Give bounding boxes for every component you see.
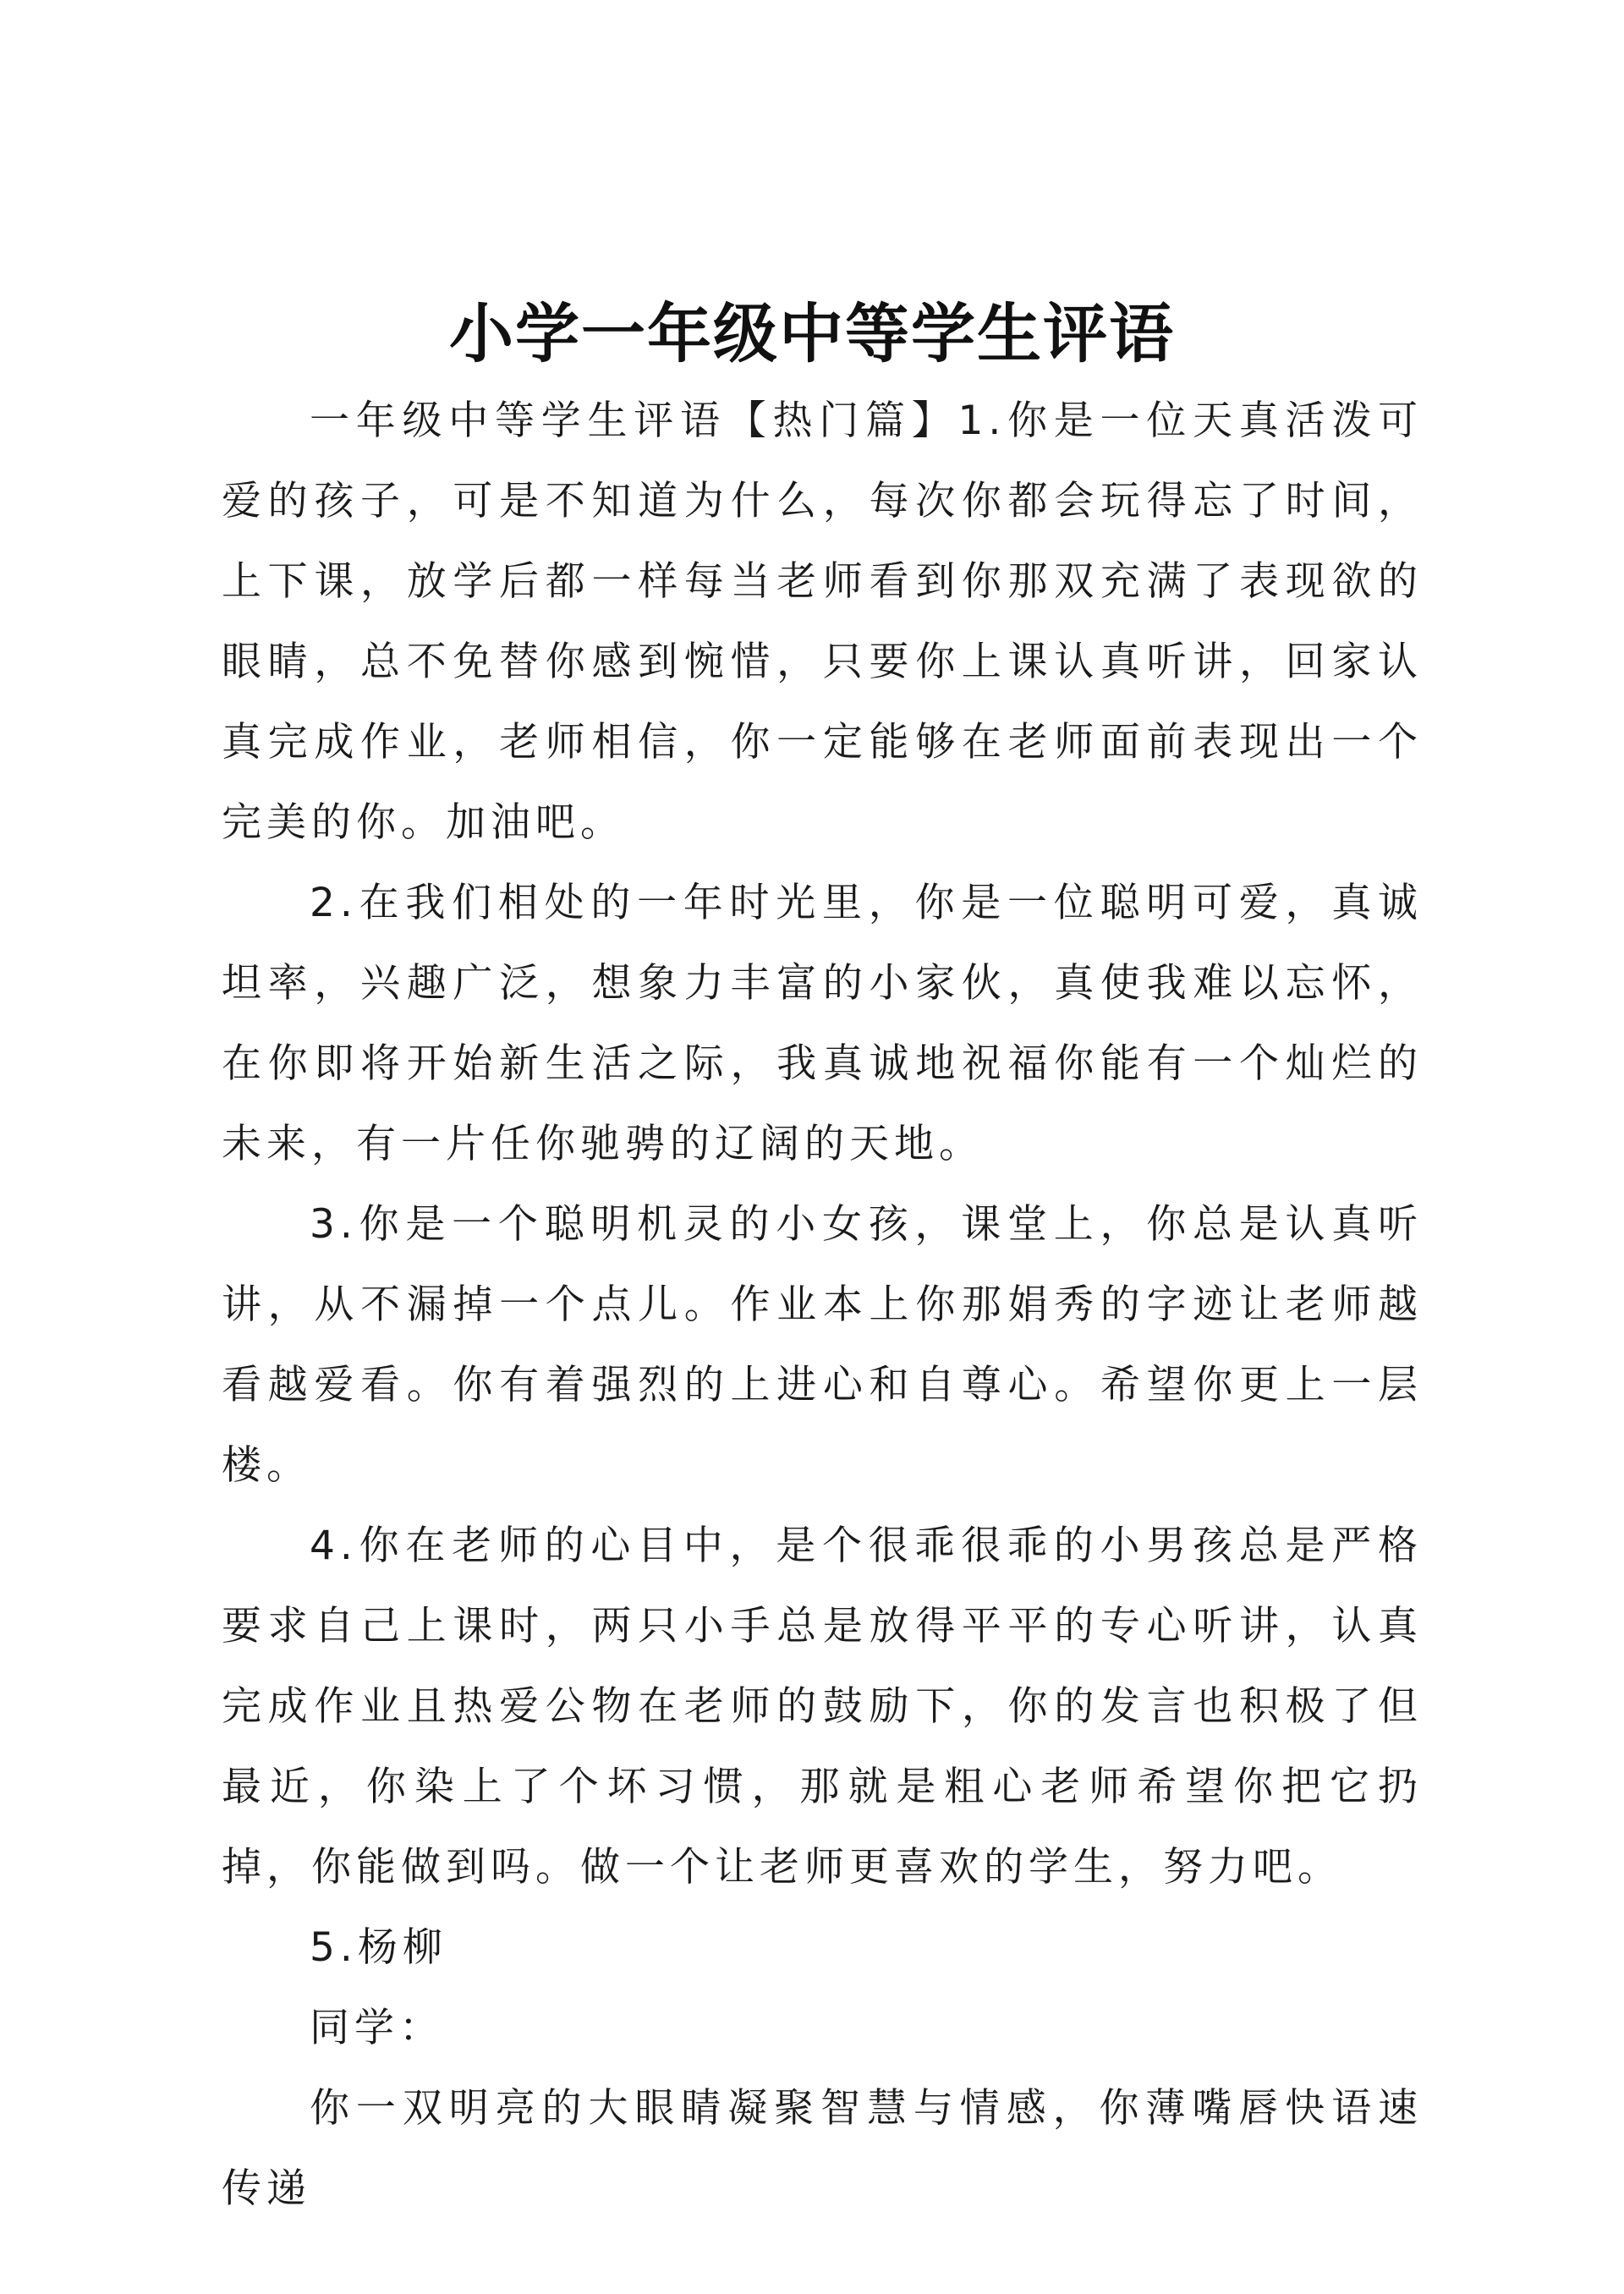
paragraph-4: 4.你在老师的心目中，是个很乖很乖的小男孩总是严格要求自己上课时，两只小手总是放得平平的专心听讲，认真完成作业且热爱公物在老师的鼓励下，你的发言也积极了但最近，你染上了个坏习惯，那就是粗心老师希望你把它扔掉，你能做到吗。做一个让老师更喜欢的学生，努力吧。: [222, 1523, 1423, 1891]
paragraph-6: 你一双明亮的大眼睛凝聚智慧与情感，你薄嘴唇快语速传递: [222, 2085, 1423, 2212]
document-body: [222, 381, 1423, 2229]
paragraph-salutation: 同学：: [310, 2005, 444, 2051]
paragraph-1: 一年级中等学生评语【热门篇】1.你是一位天真活泼可爱的孩子，可是不知道为什么，每次你都会玩得忘了时间，上下课，放学后都一样每当老师看到你那双充满了表现欲的眼睛，总不免替你感到惋惜，只要你上课认真听讲，回家认真完成作业，老师相信，你一定能够在老师面前表现出一个完美的你。加油吧。: [222, 398, 1423, 846]
paragraph-3: 3.你是一个聪明机灵的小女孩，课堂上，你总是认真听讲，从不漏掉一个点儿。作业本上你那娟秀的字迹让老师越看越爱看。你有着强烈的上进心和自尊心。希望你更上一层楼。: [222, 1201, 1423, 1489]
document-title: 小学一年级中等学生评语: [449, 296, 1175, 371]
paragraph-2: 2.在我们相处的一年时光里，你是一位聪明可爱，真诚坦率，兴趣广泛，想象力丰富的小家伙，真使我难以忘怀，在你即将开始新生活之际，我真诚地祝福你能有一个灿烂的未来，有一片任你驰骋的辽阔的天地。: [222, 880, 1423, 1167]
paragraph-5-heading: 5.杨柳: [310, 1924, 447, 1971]
